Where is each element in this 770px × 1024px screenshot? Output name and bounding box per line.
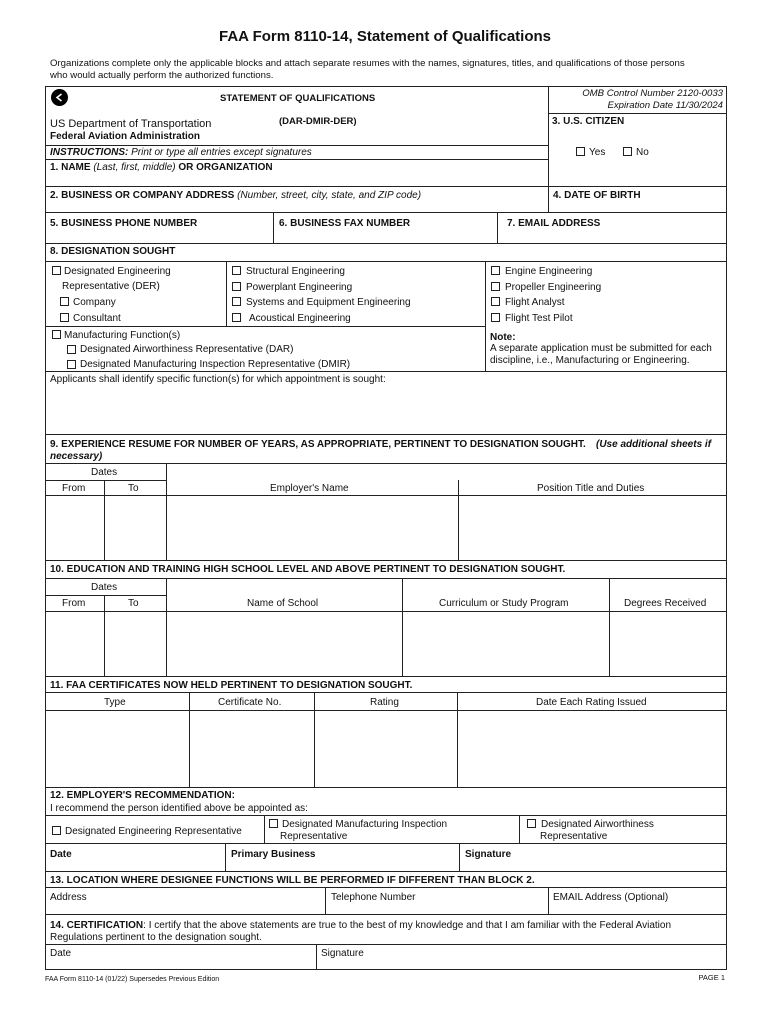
exp-position-header: Position Title and Duties (537, 483, 645, 494)
loc-address-label: Address (50, 892, 87, 903)
block12-label: 12. EMPLOYER'S RECOMMENDATION: (50, 790, 235, 801)
omb-control-number: OMB Control Number 2120-0033 (582, 88, 723, 99)
certification-text-b: Regulations pertinent to the designation sought. (50, 932, 262, 943)
exp-to-header: To (128, 483, 139, 494)
citizen-yes-label: Yes (589, 147, 606, 158)
rec-primary-business-label: Primary Business (231, 849, 316, 860)
rec-date-label: Date (50, 849, 72, 860)
rec-dmir-label-b: Representative (280, 831, 348, 842)
statement-subheading: (DAR-DMIR-DER) (279, 116, 357, 127)
dar-label: Designated Airworthiness Representative (DAR) (80, 344, 294, 355)
citizen-no-checkbox[interactable] (623, 147, 632, 156)
rec-der-checkbox[interactable] (52, 826, 61, 835)
propeller-checkbox[interactable] (491, 282, 500, 291)
block10-label: 10. EDUCATION AND TRAINING HIGH SCHOOL LEVEL AND ABOVE PERTINENT TO DESIGNATION SOUGHT. (50, 564, 566, 575)
exp-dates-header: Dates (91, 467, 118, 478)
dmir-label: Designated Manufacturing Inspection Representative (DMIR) (80, 359, 351, 370)
consultant-checkbox[interactable] (60, 313, 69, 322)
exp-position-input[interactable] (459, 496, 726, 560)
cert-type-input[interactable] (46, 711, 189, 787)
dept-name: US Department of Transportation (50, 118, 212, 130)
block8-label: 8. DESIGNATION SOUGHT (50, 246, 176, 257)
der-label-2: Representative (DER) (62, 281, 160, 292)
cert-sign-date-input[interactable] (46, 960, 316, 969)
applicants-label: Applicants shall identify specific function(s) for which appointment is sought: (50, 374, 386, 385)
statement-heading: STATEMENT OF QUALIFICATIONS (220, 93, 376, 104)
engine-label: Engine Engineering (505, 266, 593, 277)
company-label: Company (73, 297, 116, 308)
cert-signature-input[interactable] (317, 960, 726, 969)
edu-from-input[interactable] (46, 612, 104, 676)
loc-email-input[interactable] (549, 904, 726, 914)
acoustical-checkbox[interactable] (232, 313, 241, 322)
business-phone-input[interactable] (46, 230, 273, 242)
citizen-no-label: No (636, 147, 649, 158)
block9-hint-a: (Use additional sheets if (596, 439, 712, 450)
block2-title: 2. BUSINESS OR COMPANY ADDRESS (50, 190, 235, 201)
cert-no-input[interactable] (190, 711, 314, 787)
dmir-checkbox[interactable] (67, 360, 76, 369)
nav-button[interactable] (51, 89, 68, 106)
cert-type-header: Type (104, 697, 126, 708)
edu-curriculum-input[interactable] (403, 612, 609, 676)
business-address-input[interactable] (46, 201, 548, 212)
edu-to-header: To (128, 598, 139, 609)
intro-line-1: Organizations complete only the applicable blocks and attach separate resumes with the names, signatures, titles, and qualifications of those persons (50, 58, 685, 69)
block1-hint: (Last, first, middle) (93, 162, 176, 173)
block6-label: 6. BUSINESS FAX NUMBER (279, 218, 411, 229)
note-line-2: discipline, i.e., Manufacturing or Engineering. (490, 355, 690, 366)
systems-label: Systems and Equipment Engineering (246, 297, 411, 308)
acoustical-label: Acoustical Engineering (249, 313, 351, 324)
cert-rating-input[interactable] (315, 711, 457, 787)
rec-primary-business-input[interactable] (226, 860, 459, 871)
rec-dmir-label-a: Designated Manufacturing Inspection (282, 819, 448, 830)
block9-label: 9. EXPERIENCE RESUME FOR NUMBER OF YEARS, AS APPROPRIATE, PERTINENT TO DESIGNATION SOUGHT. (50, 439, 586, 450)
powerplant-label: Powerplant Engineering (246, 282, 353, 293)
cert-date-input[interactable] (458, 711, 726, 787)
edu-to-input[interactable] (105, 612, 166, 676)
citizen-yes-checkbox[interactable] (576, 147, 585, 156)
instructions (50, 147, 312, 158)
engine-checkbox[interactable] (491, 266, 500, 275)
block11-label: 11. FAA CERTIFICATES NOW HELD PERTINENT TO DESIGNATION SOUGHT. (50, 680, 413, 691)
instructions-text: Print or type all entries except signatures (131, 147, 312, 158)
cert-rating-header: Rating (370, 697, 399, 708)
footer-edition: FAA Form 8110-14 (01/22) Supersedes Previous Edition (45, 976, 220, 983)
edu-school-input[interactable] (167, 612, 402, 676)
edu-degrees-header: Degrees Received (624, 598, 707, 609)
cert-date-label: Date (50, 948, 72, 959)
recommend-text: I recommend the person identified above be appointed as: (50, 803, 308, 814)
agency-name: Federal Aviation Administration (50, 131, 201, 142)
rec-dmir-checkbox[interactable] (269, 819, 278, 828)
consultant-label: Consultant (73, 313, 121, 324)
exp-to-input[interactable] (105, 496, 166, 560)
der-label-1: Designated Engineering (64, 266, 171, 277)
structural-checkbox[interactable] (232, 266, 241, 275)
date-of-birth-input[interactable] (549, 201, 726, 212)
structural-label: Structural Engineering (246, 266, 345, 277)
cert-no-header: Certificate No. (218, 697, 282, 708)
block7-label: 7. EMAIL ADDRESS (507, 218, 601, 229)
edu-from-header: From (62, 598, 86, 609)
loc-email-label: EMAIL Address (Optional) (553, 892, 669, 903)
block5-label: 5. BUSINESS PHONE NUMBER (50, 218, 198, 229)
block1-num: 1. NAME (50, 162, 91, 173)
intro-line-2: who would actually perform the authorized functions. (50, 70, 274, 81)
flight-analyst-label: Flight Analyst (505, 297, 565, 308)
exp-employer-input[interactable] (167, 496, 458, 560)
dar-checkbox[interactable] (67, 345, 76, 354)
instructions-label: INSTRUCTIONS: (50, 147, 129, 158)
edu-curriculum-header: Curriculum or Study Program (439, 598, 569, 609)
rec-signature-input[interactable] (460, 860, 726, 871)
block2-label (50, 190, 421, 201)
block3-label: 3. U.S. CITIZEN (552, 116, 625, 127)
block13-label: 13. LOCATION WHERE DESIGNEE FUNCTIONS WILL BE PERFORMED IF DIFFERENT THAN BLOCK 2. (50, 875, 535, 886)
flight-test-label: Flight Test Pilot (505, 313, 573, 324)
systems-checkbox[interactable] (232, 297, 241, 306)
powerplant-checkbox[interactable] (232, 282, 241, 291)
block4-label: 4. DATE OF BIRTH (553, 190, 641, 201)
name-input[interactable] (46, 174, 548, 186)
rec-dar-label-a: Designated Airworthiness (541, 819, 654, 830)
der-checkbox[interactable] (52, 266, 61, 275)
company-checkbox[interactable] (60, 297, 69, 306)
business-fax-input[interactable] (274, 230, 496, 242)
manufacturing-label: Manufacturing Function(s) (64, 330, 181, 341)
propeller-label: Propeller Engineering (505, 282, 602, 293)
note-label: Note: (490, 332, 516, 343)
rec-dar-checkbox[interactable] (527, 819, 536, 828)
block2-hint: (Number, street, city, state, and ZIP code) (237, 190, 422, 201)
form-title: FAA Form 8110-14, Statement of Qualifications (218, 28, 552, 45)
edu-dates-header: Dates (91, 582, 118, 593)
loc-telephone-label: Telephone Number (331, 892, 416, 903)
rec-date-input[interactable] (46, 860, 225, 871)
footer-page: PAGE 1 (698, 973, 725, 982)
flight-test-checkbox[interactable] (491, 313, 500, 322)
exp-from-header: From (62, 483, 86, 494)
expiration-date: Expiration Date 11/30/2024 (607, 100, 723, 111)
edu-school-header: Name of School (247, 598, 319, 609)
functions-sought-input[interactable] (46, 386, 726, 434)
cert-signature-label: Signature (321, 948, 364, 959)
note-line-1: A separate application must be submitted for each (490, 343, 712, 354)
rec-der-label: Designated Engineering Representative (65, 826, 242, 837)
rec-signature-label: Signature (465, 849, 512, 860)
certification-text-a: : I certify that the above statements are true to the best of my knowledge and that I am familiar with the Federal Aviation (143, 920, 672, 931)
edu-degrees-input[interactable] (610, 612, 726, 676)
flight-analyst-checkbox[interactable] (491, 297, 500, 306)
cert-date-header: Date Each Rating Issued (536, 697, 647, 708)
loc-address-input[interactable] (46, 904, 325, 914)
email-input[interactable] (498, 230, 726, 242)
block9-hint-b: necessary) (50, 451, 103, 462)
block1-label (50, 162, 273, 173)
loc-telephone-input[interactable] (326, 904, 548, 914)
manufacturing-checkbox[interactable] (52, 330, 61, 339)
certification-text (50, 920, 671, 931)
rec-dar-label-b: Representative (540, 831, 608, 842)
exp-from-input[interactable] (46, 496, 104, 560)
back-arrow-icon (55, 93, 64, 102)
block1-tail: OR ORGANIZATION (178, 162, 273, 173)
exp-employer-header: Employer's Name (270, 483, 349, 494)
block14-label: 14. CERTIFICATION (50, 920, 144, 931)
